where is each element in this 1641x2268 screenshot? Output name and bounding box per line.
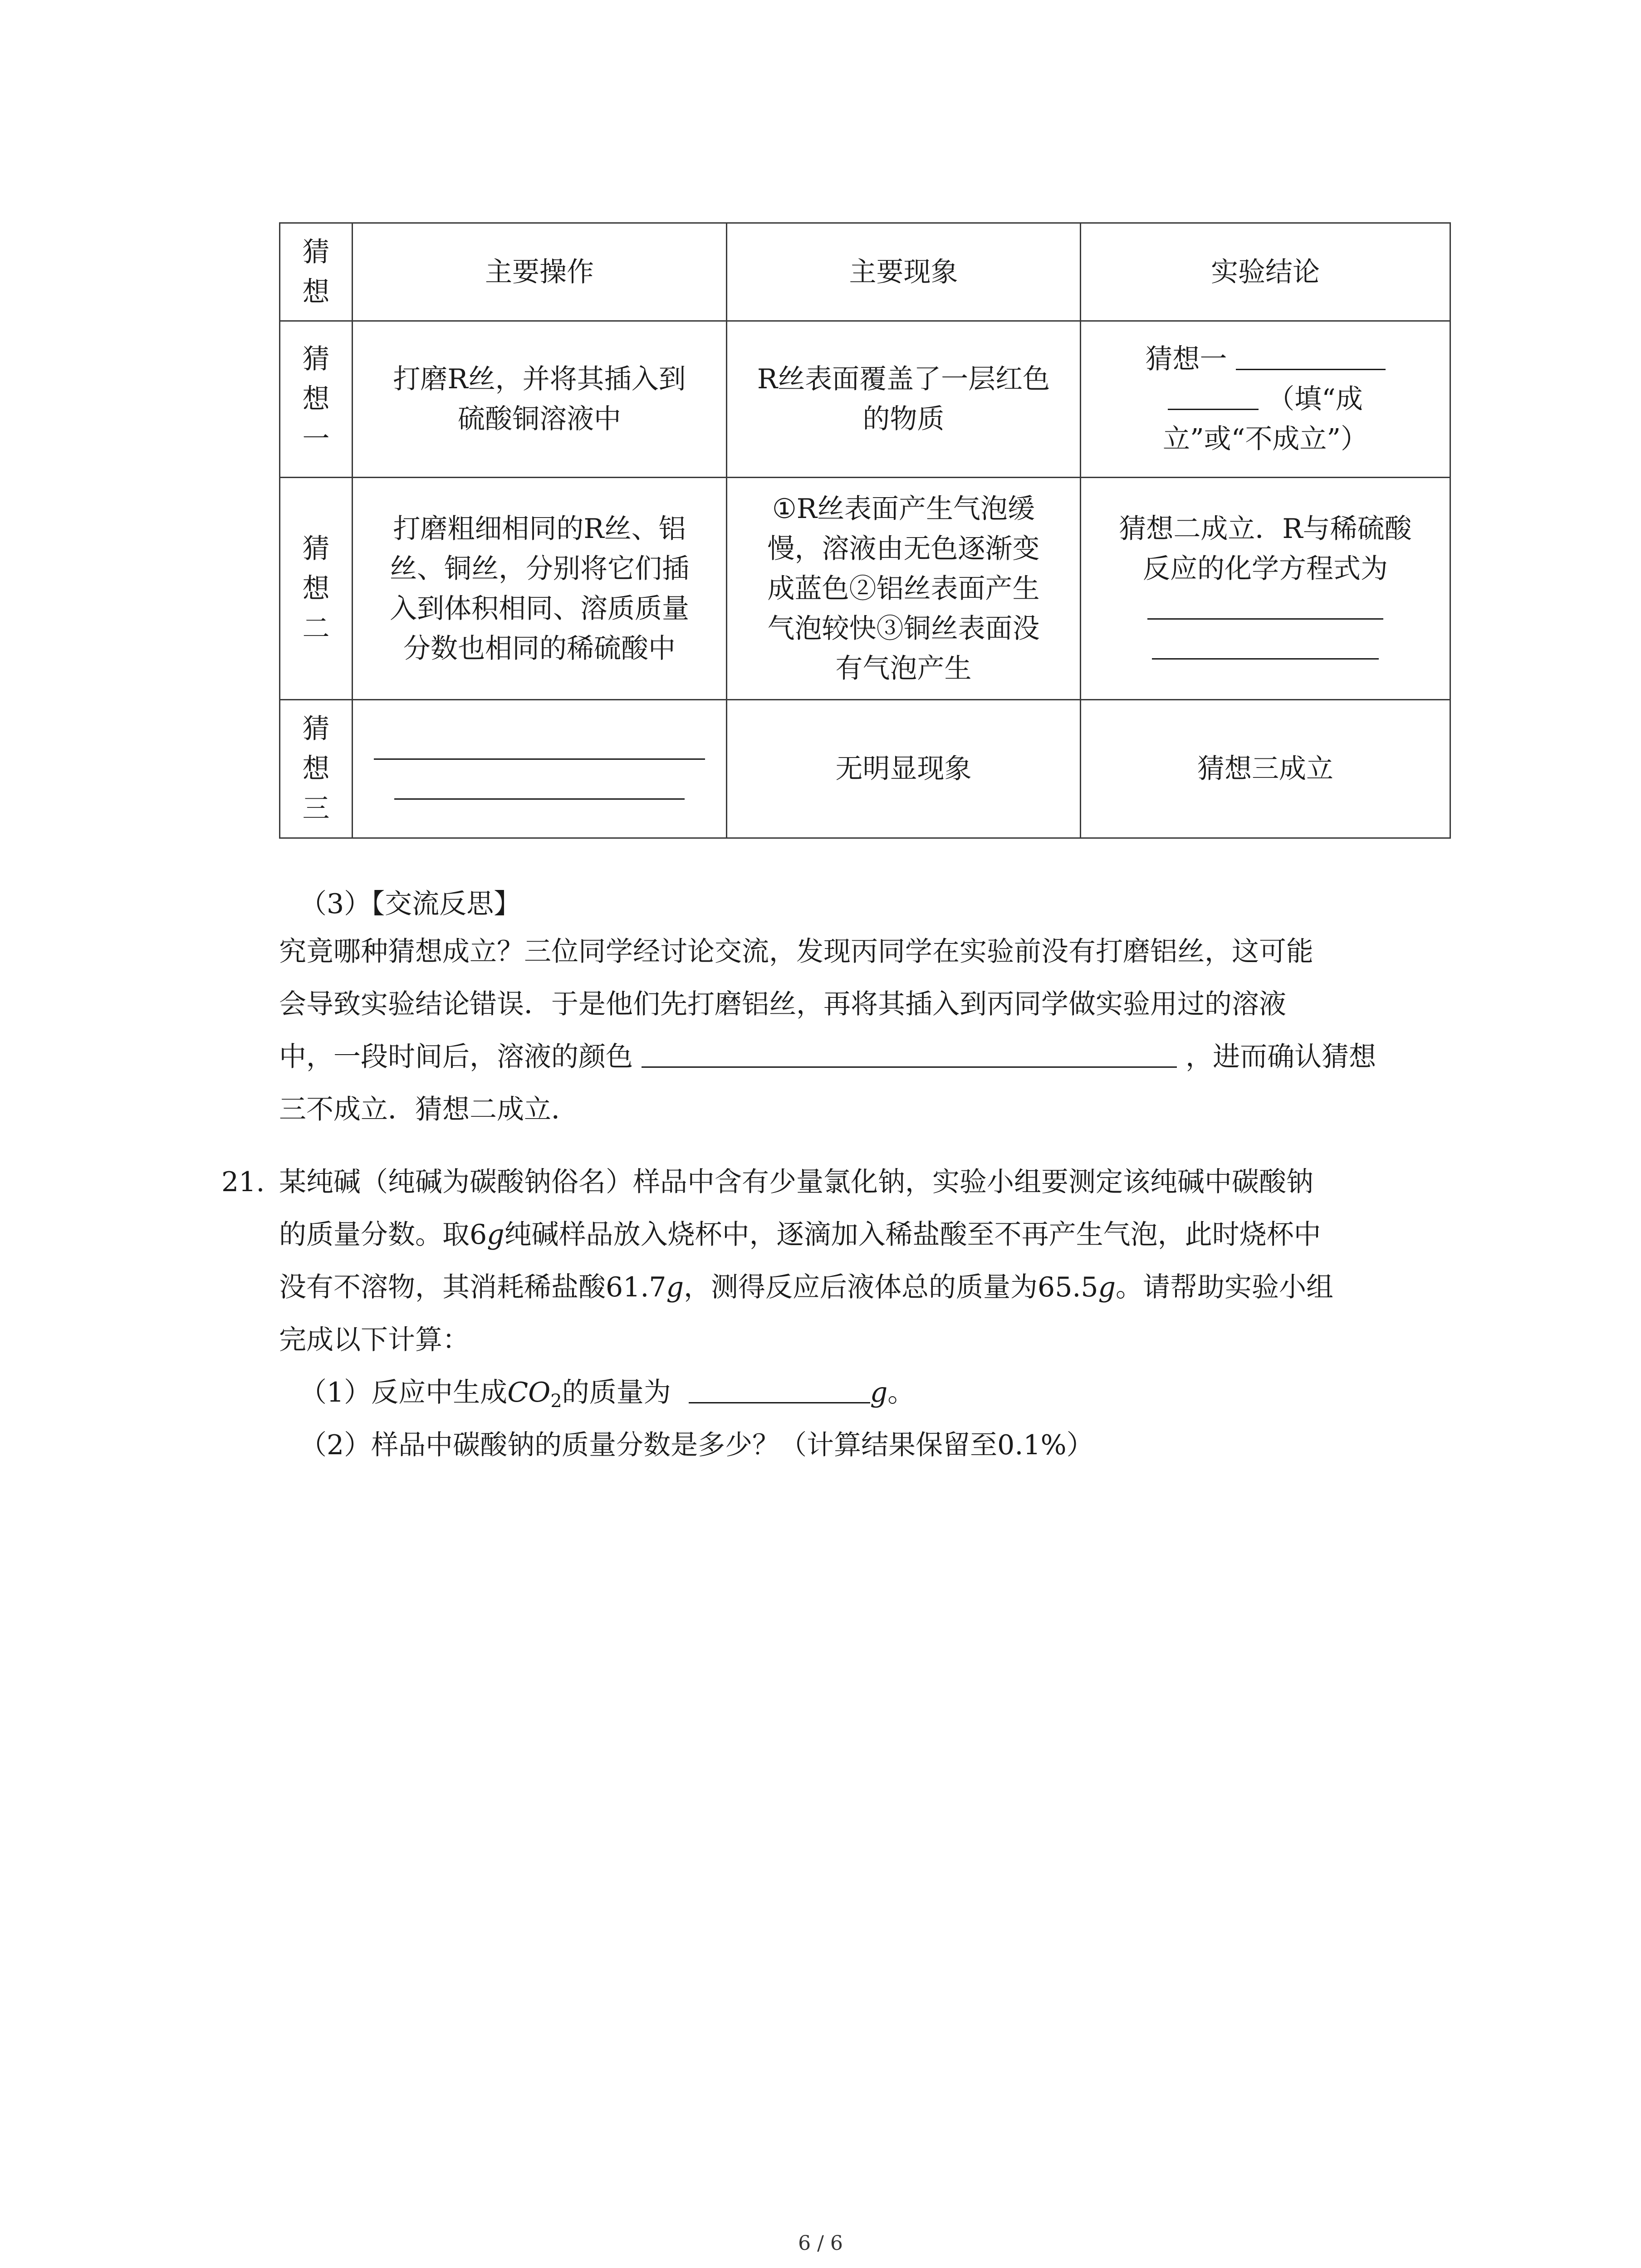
unit-g: g bbox=[1098, 1271, 1116, 1303]
row2-phenomenon-line: ①R丝表面产生气泡缓 bbox=[772, 493, 1035, 525]
row3-conclusion: 猜想三成立 bbox=[1081, 700, 1450, 838]
row3-operation-blank-2[interactable] bbox=[394, 771, 685, 800]
question-21-body bbox=[279, 1156, 1468, 1471]
row2-label bbox=[280, 478, 353, 700]
table-row-guess-3 bbox=[280, 700, 1450, 838]
formula-subscript: 2 bbox=[550, 1391, 562, 1412]
row1-conclusion bbox=[1081, 321, 1450, 478]
row1-label-char: 猜 bbox=[302, 343, 330, 375]
question-text: （1）反应中生成 bbox=[299, 1377, 508, 1408]
header-guess-cell bbox=[280, 223, 353, 321]
row1-label-char: 一 bbox=[302, 423, 330, 455]
row2-phenomenon-line: 慢，溶液由无色逐渐变 bbox=[767, 533, 1040, 565]
unit-g: g bbox=[487, 1219, 505, 1251]
row1-label-char: 想 bbox=[302, 383, 330, 415]
row1-conclusion-hint-2: 立”或“不成立”） bbox=[1162, 423, 1368, 455]
experiment-table bbox=[279, 222, 1451, 839]
sub-question-1 bbox=[279, 1366, 1468, 1419]
header-guess-char: 猜 bbox=[302, 236, 330, 268]
row2-equation-blank[interactable] bbox=[1147, 591, 1383, 620]
row1-phenomenon bbox=[727, 321, 1081, 478]
row2-phenomenon-line: 气泡较快③铜丝表面没 bbox=[767, 612, 1040, 645]
reflection-title: （3）【交流反思】 bbox=[299, 888, 521, 920]
question-text: 。请帮助实验小组 bbox=[1116, 1271, 1334, 1303]
reflection-line: 三不成立．猜想二成立． bbox=[279, 1094, 578, 1125]
reflection-line-part: 中，一段时间后，溶液的颜色 bbox=[279, 1041, 633, 1073]
question-line: 某纯碱（纯碱为碳酸钠俗名）样品中含有少量氯化钠，实验小组要测定该纯碱中碳酸钠 bbox=[279, 1166, 1313, 1198]
row1-label bbox=[280, 321, 353, 478]
row3-label-char: 猜 bbox=[302, 713, 330, 745]
question-text: ，测得反应后液体总的质量为65.5 bbox=[684, 1271, 1098, 1303]
row2-label-char: 想 bbox=[302, 572, 330, 605]
row3-operation-blank[interactable] bbox=[374, 731, 705, 760]
row1-conclusion-blank-2[interactable] bbox=[1168, 381, 1259, 410]
row2-phenomenon bbox=[727, 478, 1081, 700]
table-row-guess-1 bbox=[280, 321, 1450, 478]
question-text: 的质量为 bbox=[562, 1377, 671, 1408]
row3-operation bbox=[353, 700, 727, 838]
reflection-body bbox=[279, 925, 1459, 1136]
header-conclusion: 实验结论 bbox=[1081, 223, 1450, 321]
row1-operation bbox=[353, 321, 727, 478]
row3-phenomenon: 无明显现象 bbox=[727, 700, 1081, 838]
question-text: 纯碱样品放入烧杯中，逐滴加入稀盐酸至不再产生气泡，此时烧杯中 bbox=[504, 1219, 1321, 1251]
row1-phenomenon-line: R丝表面覆盖了一层红色 bbox=[757, 363, 1050, 395]
header-operation: 主要操作 bbox=[353, 223, 727, 321]
co2-mass-blank[interactable] bbox=[689, 1375, 870, 1403]
row2-equation-blank-2[interactable] bbox=[1152, 631, 1379, 660]
row3-label-char: 想 bbox=[302, 753, 330, 785]
question-text: 。 bbox=[887, 1377, 915, 1408]
question-number: 21. bbox=[221, 1166, 265, 1198]
question-text: 没有不溶物，其消耗稀盐酸61.7 bbox=[279, 1271, 666, 1303]
question-text: 的质量分数。取6 bbox=[279, 1219, 487, 1251]
row1-operation-line: 打磨R丝，并将其插入到 bbox=[393, 363, 686, 395]
table-header-row bbox=[280, 223, 1450, 321]
row2-operation-line: 丝、铜丝，分别将它们插 bbox=[390, 552, 689, 585]
reflection-line: 究竟哪种猜想成立？三位同学经讨论交流，发现丙同学在实验前没有打磨铝丝，这可能 bbox=[279, 936, 1313, 968]
row2-conclusion-line: 反应的化学方程式为 bbox=[1143, 552, 1388, 585]
row2-label-char: 猜 bbox=[302, 533, 330, 565]
row2-conclusion bbox=[1081, 478, 1450, 700]
row1-conclusion-prefix: 猜想一 bbox=[1145, 343, 1227, 375]
row1-phenomenon-line: 的物质 bbox=[862, 403, 945, 435]
question-line: 完成以下计算： bbox=[279, 1324, 470, 1356]
reflection-line bbox=[279, 1031, 1459, 1083]
reflection-line-part: ，进而确认猜想 bbox=[1185, 1041, 1376, 1073]
page-number: 6 / 6 bbox=[798, 2232, 843, 2255]
row1-conclusion-blank[interactable] bbox=[1236, 342, 1386, 370]
row3-label-char: 三 bbox=[302, 793, 330, 825]
row2-operation bbox=[353, 478, 727, 700]
solution-color-blank[interactable] bbox=[642, 1039, 1177, 1068]
header-guess-char: 想 bbox=[302, 276, 330, 308]
row2-operation-line: 分数也相同的稀硫酸中 bbox=[403, 632, 676, 665]
question-line bbox=[279, 1208, 1468, 1261]
reflection-line: 会导致实验结论错误．于是他们先打磨铝丝，再将其插入到丙同学做实验用过的溶液 bbox=[279, 988, 1286, 1020]
row2-label-char: 二 bbox=[302, 612, 330, 645]
row1-operation-line: 硫酸铜溶液中 bbox=[458, 403, 621, 435]
row2-phenomenon-line: 成蓝色②铝丝表面产生 bbox=[767, 572, 1040, 605]
formula-co: CO bbox=[507, 1377, 551, 1408]
sub-question-2: （2）样品中碳酸钠的质量分数是多少？（计算结果保留至0.1%） bbox=[299, 1429, 1094, 1461]
row2-operation-line: 入到体积相同、溶质质量 bbox=[390, 592, 689, 625]
row2-conclusion-line: 猜想二成立．R与稀硫酸 bbox=[1119, 513, 1412, 545]
row2-phenomenon-line: 有气泡产生 bbox=[835, 652, 972, 684]
question-line bbox=[279, 1261, 1468, 1314]
header-phenomenon: 主要现象 bbox=[727, 223, 1081, 321]
row3-label bbox=[280, 700, 353, 838]
unit-g: g bbox=[666, 1271, 684, 1303]
table-row-guess-2 bbox=[280, 478, 1450, 700]
row1-conclusion-hint: （填“成 bbox=[1267, 383, 1363, 415]
row2-operation-line: 打磨粗细相同的R丝、铝 bbox=[393, 513, 686, 545]
unit-g: g bbox=[870, 1377, 888, 1408]
